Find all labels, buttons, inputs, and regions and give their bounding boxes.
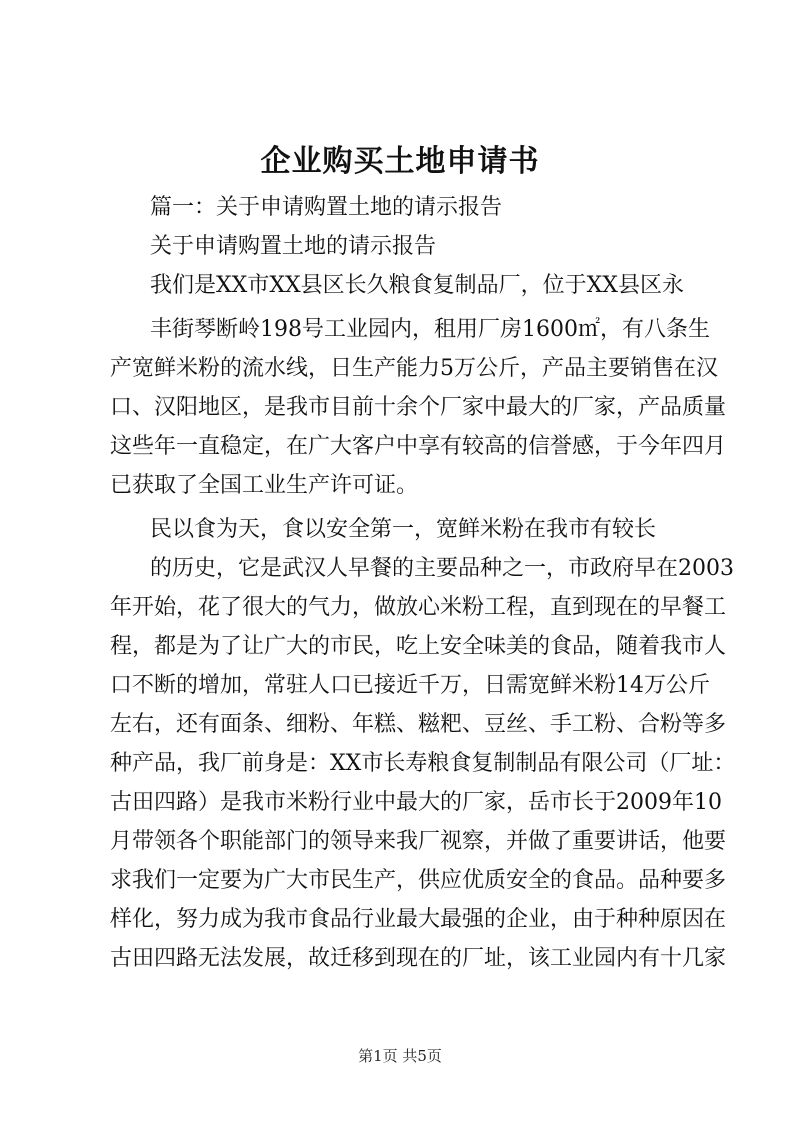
text-line: 产宽鲜米粉的流水线，日生产能力5万公斤，产品主要销售在汉 [110,356,718,381]
text-line: 民以食为天，食以安全第一，宽鲜米粉在我市有较长 [150,517,657,542]
text-line: 我们是XX市XX县区长久粮食复制品厂，位于XX县区永 [150,273,684,298]
text-line: 月带领各个职能部门的领导来我厂视察，并做了重要讲话，他要 [110,829,727,854]
text-line: 篇一：关于申请购置土地的请示报告 [150,195,503,220]
page-number: 第1页 共5页 [358,1047,442,1065]
text-line: 古田四路）是我市米粉行业中最大的厂家，岳市长于2009年10 [110,790,722,815]
text-line: 程，都是为了让广大的市民，吃上安全味美的食品，随着我市人 [110,634,727,659]
text-line: 样化，努力成为我市食品行业最大最强的企业，由于种种原因在 [110,907,727,932]
text-line: 已获取了全国工业生产许可证。 [110,473,419,498]
text-line: 种产品，我厂前身是：XX市长寿粮食复制制品有限公司（厂址： [110,751,736,776]
text-line: 丰街琴断岭198号工业园内，租用厂房1600㎡，有八条生 [150,317,710,342]
text-line: 古田四路无法发展，故迁移到现在的厂址，该工业园内有十几家 [110,946,727,971]
text-line: 这些年一直稳定，在广大客户中享有较高的信誉感，于今年四月 [110,434,727,459]
text-line: 求我们一定要为广大市民生产，供应优质安全的食品。品种要多 [110,868,727,893]
text-line: 口不断的增加，常驻人口已接近千万，日需宽鲜米粉14万公斤 [110,673,710,698]
text-line: 口、汉阳地区，是我市目前十余个厂家中最大的厂家，产品质量 [110,395,727,420]
text-line: 年开始，花了很大的气力，做放心米粉工程，直到现在的早餐工 [110,595,727,620]
text-line: 关于申请购置土地的请示报告 [150,234,437,259]
text-line: 的历史，它是武汉人早餐的主要品种之一，市政府早在2003 [150,556,734,581]
text-line: 左右，还有面条、细粉、年糕、糍粑、豆丝、手工粉、合粉等多 [110,712,727,737]
document-title: 企业购买土地申请书 [260,144,540,179]
